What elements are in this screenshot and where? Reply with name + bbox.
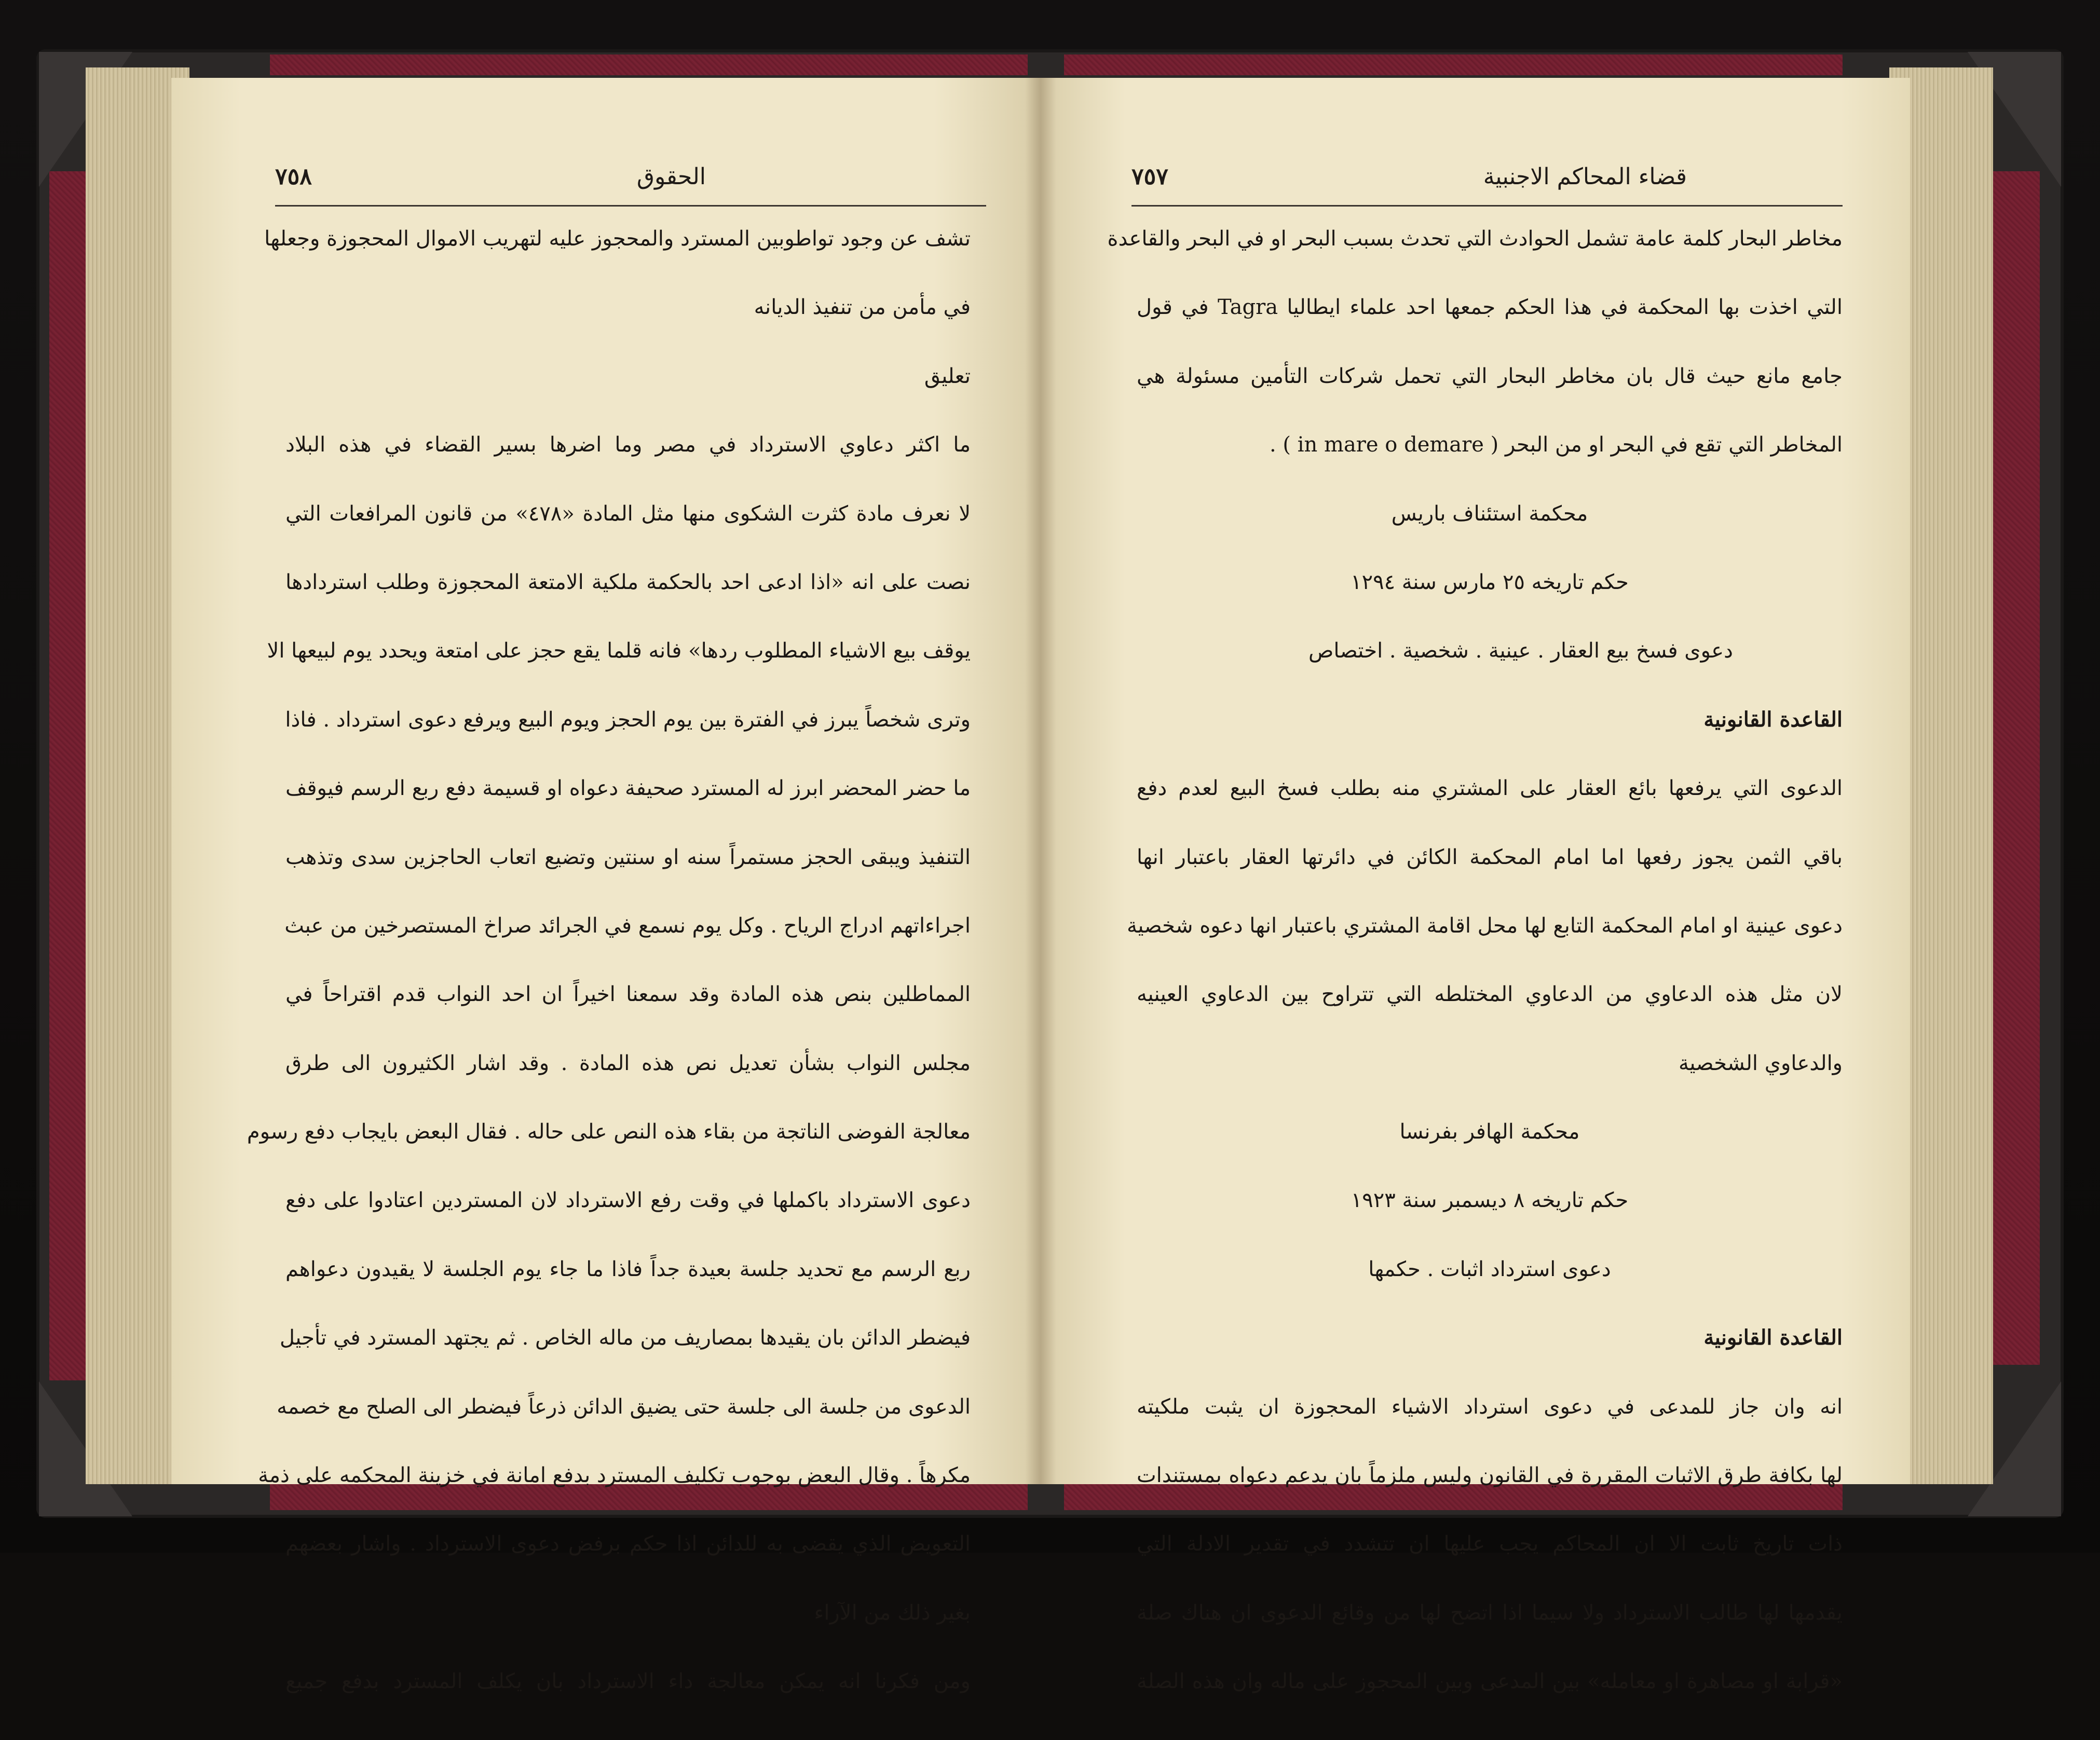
text-line: ما اكثر دعاوي الاسترداد في مصر وما اضرها بسير القضاء في هذه البلاد (285, 433, 971, 457)
section-heading: القاعدة القانونية (1703, 707, 1843, 732)
left-header-rule (275, 205, 986, 207)
text-line: التعويض الذي يقضى به للدائن اذا حكم برفض دعوى الاسترداد . واشار بعضهم (285, 1532, 971, 1556)
text-line: ربع الرسم مع تحديد جلسة بعيدة جداً فاذا ما جاء يوم الجلسة لا يقيدون دعواهم (285, 1257, 971, 1281)
text-line: ومن فكرنا انه يمكن معالجة داء الاسترداد بان يكلف المسترد بدفع جميع (285, 1669, 971, 1694)
text-line: اجراءاتهم ادراج الرياح . وكل يوم نسمع في الجرائد صراخ المستصرخين من عبث (284, 913, 971, 938)
cloth-binding-top-right (1064, 54, 1843, 75)
text-line: محكمة استئناف باريس (1391, 501, 1588, 526)
left-running-head (275, 156, 986, 197)
text-line: يقدمها لها طالب الاسترداد ولا سيما اذا اتضح لها من وقائع الدعوى ان هناك صلة (1137, 1600, 1843, 1625)
text-line: تعليق (924, 364, 971, 388)
text-line: الدعوى التي يرفعها بائع العقار على المشتري منه بطلب فسخ البيع لعدم دفع (1137, 776, 1843, 801)
text-line: لها بكافة طرق الاثبات المقررة في القانون وليس ملزماً بان يدعم دعواه بمستندات (1137, 1463, 1843, 1488)
left-body-text (247, 227, 971, 1740)
text-line: والدعاوي الشخصية (1678, 1051, 1843, 1075)
text-line: الدعوى من جلسة الى جلسة حتى يضيق الدائن ذرعاً فيضطر الى الصلح مع خصمه (277, 1394, 971, 1419)
text-line: دعوى الاسترداد باكملها في وقت رفع الاسترداد لان المستردين اعتادوا على دفع (285, 1188, 971, 1213)
text-line: المماطلين بنص هذه المادة وقد سمعنا اخيراً ان احد النواب قدم اقتراحاً في (285, 982, 971, 1007)
text-line: المخاطر التي تقع في البحر او من البحر ( in mare o demare ) . (1270, 433, 1843, 457)
cloth-binding-top-left (270, 54, 1028, 75)
text-line: في مأمن من تنفيذ الديانه (754, 295, 971, 320)
left-page-number: ٧٥٨ (275, 163, 312, 190)
text-line: وترى شخصاً يبرز في الفترة بين يوم الحجز ويوم البيع ويرفع دعوى استرداد . فاذا (285, 707, 971, 732)
text-line: نصت على انه «اذا ادعى احد بالحكمة ملكية الامتعة المحجوزة وطلب استردادها (285, 570, 971, 594)
text-line: لا نعرف مادة كثرت الشكوى منها مثل المادة «٤٧٨» من قانون المرافعات التي (285, 501, 971, 526)
right-running-title: قضاء المحاكم الاجنبية (1483, 163, 1687, 190)
right-page-number: ٧٥٧ (1131, 163, 1168, 190)
text-line: التي اخذت بها المحكمة في هذا الحكم جمعها احد علماء ايطاليا Tagra في قول (1137, 295, 1843, 320)
text-line: مكرهاً . وقال البعض بوجوب تكليف المسترد بدفع امانة في خزينة المحكمه على ذمة (258, 1463, 971, 1488)
text-line: «قرابة او مصاهرة او معامله» بين المدعى وبين المحجوز على ماله وان هذه الصلة (1137, 1669, 1843, 1694)
text-line: دعوى عينية او امام المحكمة التابع لها محل اقامة المشتري باعتبار انها دعوه شخصية (1126, 913, 1843, 938)
text-line: ذات تاريخ ثابت الا ان المحاكم يجب عليها ان تتشدد في تقدير الادلة التي (1137, 1532, 1843, 1556)
text-line: التنفيذ ويبقى الحجز مستمراً سنه او سنتين وتضيع اتعاب الحاجزين سدى وتذهب (285, 845, 971, 869)
text-line: بغير ذلك من الآراء (814, 1600, 971, 1625)
left-running-title: الحقوق (636, 163, 706, 190)
text-line: انه وان جاز للمدعى في دعوى استرداد الاشياء المحجوزة ان يثبت ملكيته (1137, 1394, 1843, 1419)
text-line: فيضطر الدائن بان يقيدها بمصاريف من ماله الخاص . ثم يجتهد المسترد في تأجيل (279, 1326, 971, 1350)
text-line: دعوى استرداد اثبات . حكمها (1368, 1257, 1611, 1281)
text-line: معالجة الفوضى الناتجة من بقاء هذه النص على حاله . فقال البعض بايجاب دفع رسوم (247, 1120, 971, 1144)
text-line: يوقف بيع الاشياء المطلوب ردها» فانه قلما يقع حجز على امتعة ويحدد يوم لبيعها الا (267, 639, 971, 663)
text-line: جامع مانع حيث قال بان مخاطر البحار التي تحمل شركات التأمين مسئولة هي (1137, 364, 1843, 388)
text-line: حكم تاريخه ٢٥ مارس سنة ١٢٩٤ (1351, 570, 1629, 594)
right-body-text (1107, 227, 1843, 1740)
text-line: محكمة الهافر بفرنسا (1399, 1120, 1580, 1144)
text-line: باقي الثمن يجوز رفعها اما امام المحكمة الكائن في دائرتها العقار باعتبار انها (1137, 845, 1843, 869)
text-line: ما حضر المحضر ابرز له المسترد صحيفة دعواه او قسيمة دفع ربع الرسم فيوقف (285, 776, 971, 801)
section-heading: القاعدة القانونية (1703, 1325, 1843, 1350)
left-page (171, 78, 1038, 1694)
text-line: حكم تاريخه ٨ ديسمبر سنة ١٩٢٣ (1351, 1188, 1629, 1213)
text-line: لان مثل هذه الدعاوي من الدعاوي المختلطه التي تتراوح بين الدعاوي العينيه (1137, 982, 1843, 1007)
right-page (1038, 78, 1910, 1694)
text-line: تشف عن وجود تواطوبين المسترد والمحجوز عليه لتهريب الاموال المحجوزة وجعلها (264, 227, 971, 251)
right-running-head (1131, 156, 1843, 197)
cloth-binding-right-side (1993, 171, 2040, 1365)
text-line: دعوى فسخ بيع العقار . عينية . شخصية . اختصاص (1308, 639, 1733, 663)
right-header-rule (1131, 205, 1843, 207)
text-line: مخاطر البحار كلمة عامة تشمل الحوادث التي تحدث بسبب البحر او في البحر والقاعدة (1107, 227, 1843, 251)
book-gutter (1025, 78, 1056, 1484)
text-line: مجلس النواب بشأن تعديل نص هذه المادة . وقد اشار الكثيرون الى طرق (285, 1051, 971, 1075)
cloth-binding-left-side (49, 171, 86, 1380)
